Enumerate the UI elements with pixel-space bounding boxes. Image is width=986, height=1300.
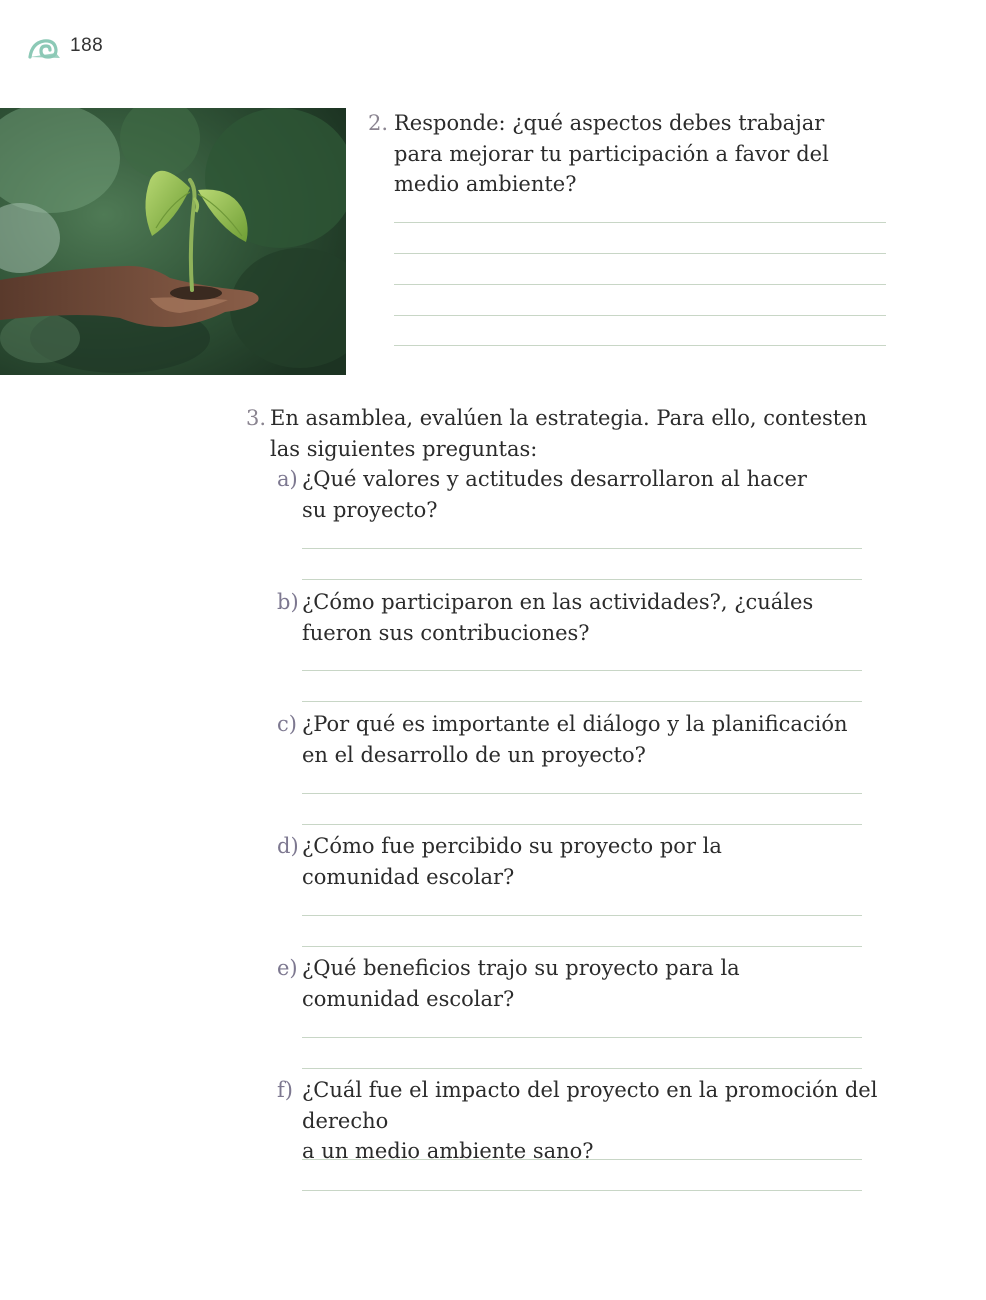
question-text-line: medio ambiente?: [394, 172, 577, 196]
page-header: [28, 30, 103, 62]
page-number: 188: [70, 35, 104, 56]
question-number: 3.: [246, 406, 267, 430]
answer-line[interactable]: [302, 1190, 862, 1191]
answer-line[interactable]: [302, 548, 862, 549]
item-letter: f): [277, 1078, 293, 1102]
sub-question-e: [277, 953, 882, 1014]
answer-line[interactable]: [394, 253, 886, 254]
sub-question-c: [277, 709, 882, 770]
question-text-line: comunidad escolar?: [302, 864, 515, 889]
question-text-line: para mejorar tu participación a favor del: [394, 141, 829, 166]
question-text-line: ¿Qué beneficios trajo su proyecto para la: [302, 956, 740, 980]
question-text-line: ¿Por qué es importante el diálogo y la planificación: [302, 712, 848, 736]
question-3: [246, 403, 870, 464]
answer-line[interactable]: [302, 946, 862, 947]
answer-line[interactable]: [394, 315, 886, 316]
question-number: 2.: [368, 111, 389, 135]
item-letter: b): [277, 590, 299, 614]
spiral-logo-icon: [28, 31, 62, 61]
question-text-line: En asamblea, evalúen la estrategia. Para ello, contesten: [270, 406, 868, 430]
question-text-line: ¿Cómo participaron en las actividades?, ¿cuáles: [302, 590, 814, 614]
item-letter: c): [277, 712, 297, 736]
answer-line[interactable]: [302, 915, 862, 916]
answer-line[interactable]: [302, 1068, 862, 1069]
sub-question-d: [277, 831, 882, 892]
question-text-line: comunidad escolar?: [302, 986, 515, 1011]
answer-line[interactable]: [394, 284, 886, 285]
answer-line[interactable]: [302, 793, 862, 794]
item-letter: e): [277, 956, 298, 980]
question-text-line: a un medio ambiente sano?: [302, 1139, 594, 1163]
answer-line[interactable]: [302, 1037, 862, 1038]
question-text-line: ¿Cómo fue percibido su proyecto por la: [302, 834, 722, 858]
answer-line[interactable]: [302, 670, 862, 671]
answer-line[interactable]: [302, 824, 862, 825]
question-text-line: en el desarrollo de un proyecto?: [302, 742, 646, 767]
answer-line[interactable]: [302, 1159, 862, 1160]
question-2: [368, 108, 894, 200]
sub-question-a: [277, 464, 882, 525]
answer-line[interactable]: [394, 345, 886, 346]
question-text-line: las siguientes preguntas:: [270, 436, 538, 461]
seedling-photo: [0, 108, 346, 375]
question-text-line: ¿Qué valores y actitudes desarrollaron al hacer: [302, 467, 807, 491]
question-text-line: ¿Cuál fue el impacto del proyecto en la promoción del derecho: [302, 1078, 878, 1133]
question-text-line: Responde: ¿qué aspectos debes trabajar: [394, 111, 825, 135]
sub-question-f: [277, 1075, 902, 1167]
answer-line[interactable]: [394, 222, 886, 223]
question-text-line: fueron sus contribuciones?: [302, 620, 590, 645]
item-letter: a): [277, 467, 298, 491]
question-text-line: su proyecto?: [302, 497, 438, 522]
answer-line[interactable]: [302, 701, 862, 702]
item-letter: d): [277, 834, 299, 858]
answer-line[interactable]: [302, 579, 862, 580]
sub-question-b: [277, 587, 882, 648]
